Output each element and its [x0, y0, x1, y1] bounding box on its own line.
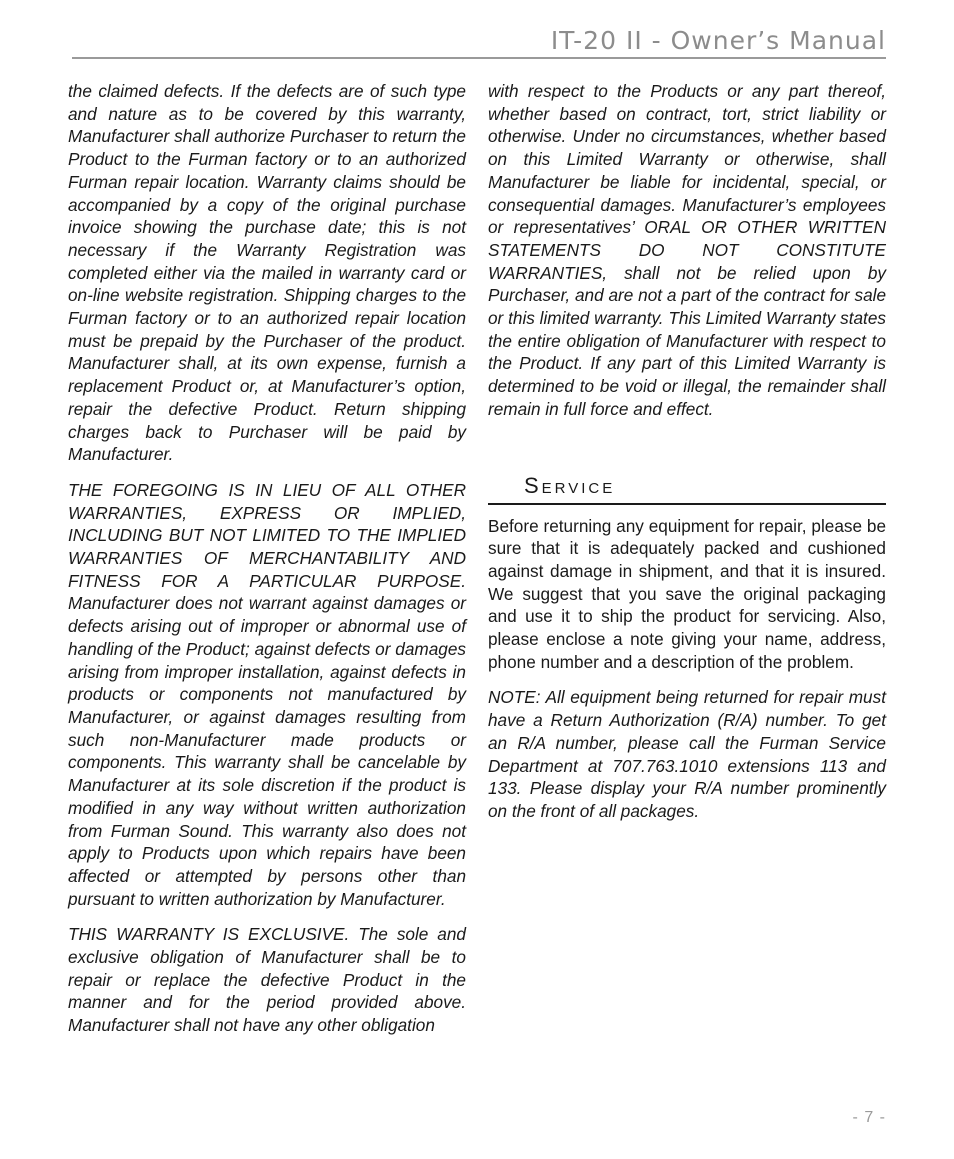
page-number: - 7 - [852, 1109, 886, 1126]
right-column [488, 80, 886, 823]
warranty-exclusive-paragraph: THIS WARRANTY IS EXCLUSIVE. The sole and exclusive obligation of Manufacturer shall be to repair or replace the defective Product in the manner and for the period provided above. Manufacturer shall not have any other obligation [68, 924, 466, 1036]
service-heading-rule [488, 503, 886, 505]
left-column [68, 80, 466, 1037]
service-body-paragraph: Before returning any equipment for repair, please be sure that it is adequately packed and cushioned against damage in shipment, and that it is insured. We suggest that you save the original packaging and use it to ship the product for servicing. Also, please enclose a note giving your name, address, phone number and a description of the problem. [488, 515, 886, 672]
header-divider [72, 57, 886, 59]
warranty-disclaimer-paragraph: THE FOREGOING IS IN LIEU OF ALL OTHER WARRANTIES, EXPRESS OR IMPLIED, INCLUDING BUT NOT LIMITED TO THE IMPLIED WARRANTIES OF MERCHANTABILITY AND FITNESS FOR A PARTICULAR PURPOSE. Manufacturer does not warrant against damages or defects arising out of improper or abnormal use of handling of the Product; against defects or damages arising from improper installation, against defects in products or components not manufactured by Manufacturer, or against damages resulting from such non-Manufacturer made products or components. This warranty shall be cancelable by Manufacturer at its sole discretion if the product is modified in any way without written authorization from Furman Sound. This warranty also does not apply to Products upon which repairs have been affected or attempted by persons other than pursuant to written authorization by Manufacturer. [68, 479, 466, 909]
service-heading: Service [524, 472, 616, 498]
service-note-paragraph: NOTE: All equipment being returned for repair must have a Return Authorization (R/A) number. To get an R/A number, please call the Furman Service Department at 707.763.1010 extensions 113 and 133. Please display your R/A number prominently on the front of all packages. [488, 687, 886, 821]
manual-title: IT-20 II - Owner’s Manual [550, 26, 886, 55]
warranty-continuation-paragraph: with respect to the Products or any part thereof, whether based on contract, tort, strict liability or otherwise. Under no circumstances, whether based on this Limited Warranty or otherwise, shall Manufacturer be liable for incidental, special, or consequential damages. Manufacturer’s employees or representatives’ ORAL OR OTHER WRITTEN STATEMENTS DO NOT CONSTITUTE WARRANTIES, shall not be relied upon by Purchaser, and are not a part of the contract for sale or this limited warranty. This Limited Warranty states the entire obligation of Manufacturer with respect to the Product. If any part of this Limited Warranty is determined to be void or illegal, the remainder shall remain in full force and effect. [488, 81, 886, 419]
warranty-claims-paragraph: the claimed defects. If the defects are of such type and nature as to be covered by this warranty, Manufacturer shall authorize Purchaser to return the Product to the Furman factory or to an authorized Furman repair location. Warranty claims should be accompanied by a copy of the original purchase invoice showing the purchase date; this is not necessary if the Warranty Registration was completed either via the mailed in warranty card or on-line website registration. Shipping charges to the Furman factory or to an authorized repair location must be prepaid by the Purchaser of the product. Manufacturer shall, at its own expense, furnish a replacement Product or, at Manufacturer’s option, repair the defective Product. Return shipping charges back to Purchaser will be paid by Manufacturer. [68, 81, 466, 465]
